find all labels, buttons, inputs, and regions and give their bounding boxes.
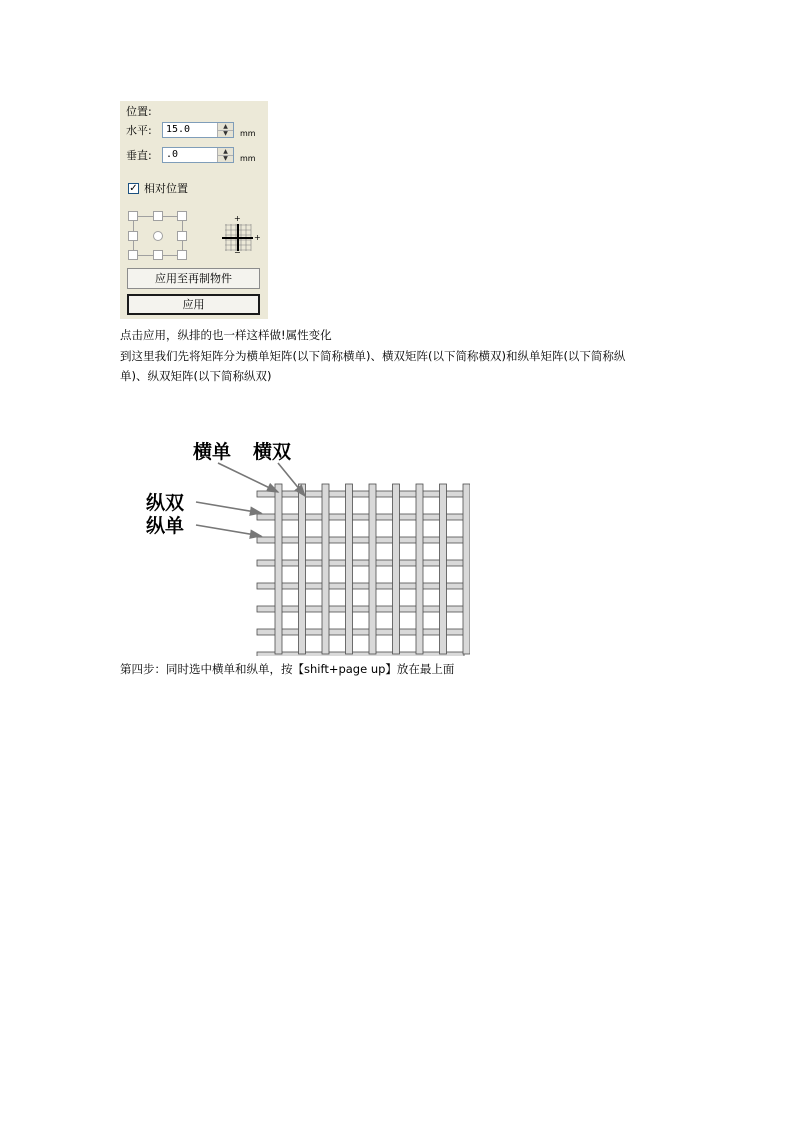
anchor-middle-left[interactable]: [128, 231, 138, 241]
vertical-unit: mm: [240, 154, 256, 163]
horizontal-bar: [257, 583, 464, 589]
minus-bottom-label: −: [234, 248, 241, 257]
direction-preview-icon: [220, 216, 260, 256]
anchor-center[interactable]: [153, 231, 163, 241]
vertical-bar: [440, 484, 447, 654]
matrix-figure: [140, 436, 470, 656]
horizontal-value: 15.0: [166, 124, 191, 135]
horizontal-input[interactable]: [162, 122, 234, 138]
label-hengdan: 横单: [193, 441, 232, 463]
pointer-arrow: [218, 463, 278, 492]
anchor-top-center[interactable]: [153, 211, 163, 221]
anchor-top-right[interactable]: [177, 211, 187, 221]
vertical-bar: [463, 484, 470, 654]
position-label: 位置:: [126, 105, 152, 118]
plus-top-label: +: [234, 214, 241, 223]
vertical-bar: [393, 484, 400, 654]
horizontal-bar: [257, 560, 464, 566]
step4-line: 第四步：同时选中横单和纵单，按【shift+page up】放在最上面: [120, 662, 455, 676]
vertical-input[interactable]: [162, 147, 234, 163]
spin-down-icon[interactable]: ▼: [223, 155, 228, 162]
horizontal-bar: [257, 606, 464, 612]
transform-panel: [120, 101, 268, 319]
plus-right-label: +: [254, 233, 261, 242]
body-line-1: 点击应用，纵排的也一样这样做!属性变化: [120, 328, 332, 342]
horizontal-spinner[interactable]: [217, 123, 233, 137]
vertical-bar: [369, 484, 376, 654]
horizontal-bar: [257, 629, 464, 635]
horizontal-bar: [257, 652, 464, 656]
anchor-middle-right[interactable]: [177, 231, 187, 241]
horizontal-bar: [257, 514, 464, 520]
label-hengshuang: 横双: [253, 441, 292, 463]
label-zongshuang: 纵双: [146, 492, 185, 514]
body-line-2: 到这里我们先将矩阵分为横单矩阵(以下简称横单)、横双矩阵(以下简称横双)和纵单矩阵(以下简称纵: [120, 349, 626, 363]
label-arrows: [196, 463, 305, 536]
anchor-bottom-center[interactable]: [153, 250, 163, 260]
vertical-spinner[interactable]: [217, 148, 233, 162]
spin-up-icon[interactable]: ▲: [218, 123, 233, 131]
horizontal-bar: [257, 491, 464, 497]
pointer-arrow: [196, 502, 261, 513]
anchor-top-left[interactable]: [128, 211, 138, 221]
vertical-label: 垂直:: [126, 149, 152, 162]
horizontal-bar: [257, 537, 464, 543]
vertical-value: .0: [166, 149, 179, 160]
matrix-bars: [257, 484, 470, 656]
vertical-bar: [275, 484, 282, 654]
anchor-bottom-left[interactable]: [128, 250, 138, 260]
pointer-arrow: [196, 525, 261, 536]
apply-to-duplicate-button[interactable]: 应用至再制物件: [127, 268, 260, 289]
vertical-bar: [416, 484, 423, 654]
vertical-bar: [322, 484, 329, 654]
vertical-bar: [299, 484, 306, 654]
relative-position-label[interactable]: 相对位置: [144, 182, 188, 195]
horizontal-unit: mm: [240, 129, 256, 138]
vertical-bar: [346, 484, 353, 654]
horizontal-label: 水平:: [126, 124, 152, 137]
spin-down-icon[interactable]: ▼: [223, 130, 228, 137]
apply-button[interactable]: 应用: [127, 294, 260, 315]
relative-position-checkbox[interactable]: ✓: [129, 183, 138, 194]
spin-up-icon[interactable]: ▲: [218, 148, 233, 156]
body-line-3: 单)、纵双矩阵(以下简称纵双): [120, 369, 272, 383]
anchor-bottom-right[interactable]: [177, 250, 187, 260]
label-zongdan: 纵单: [146, 515, 185, 537]
